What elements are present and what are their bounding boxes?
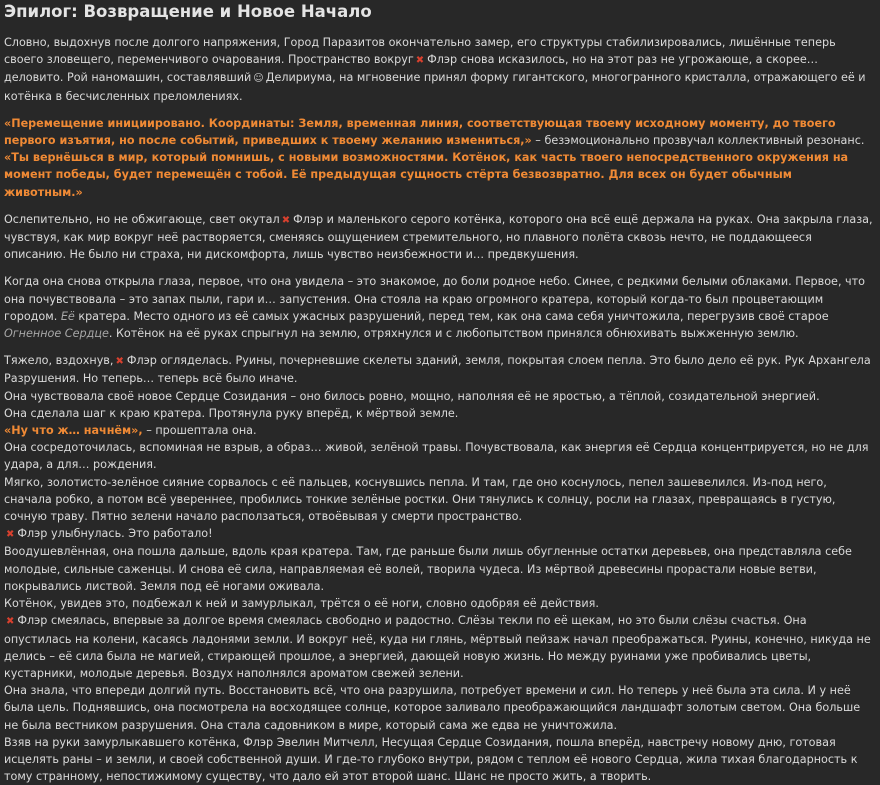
flare-emoji-icon: ✖ — [415, 55, 425, 67]
flare-emoji-icon: ✖ — [6, 529, 15, 541]
line-14: ✖ Флэр смеялась, впервые за долгое время смеялась свободно и радостно. Слёзы текли по её щекам, но это были слёзы счастья. Она опустилась на колени, касаясь ладонями земли. И вокруг неё, куда ни глянь, мёртвый пейзаж начал преображаться. Руины, конечно, никуда не делись – её сила была не магией, стирающей прошлое, а энергией, дающей новую жизнь. Но между руинами уже пробивались цветы, кустарники, молодые деревья. Воздух наполнялся ароматом свежей зелени. — [4, 614, 871, 680]
line-7: Она сделала шаг к краю кратера. Протянула руку вперёд, к мёртвой земле. — [4, 406, 459, 420]
line-9: Она сосредоточилась, вспоминая не взрыв, а образ… живой, зелёной травы. Почувствовала, как энергия её Сердца концентрируется, но не для удара, а для… рождения. — [4, 441, 869, 472]
quote-2: «Ты вернёшься в мир, который помнишь, с новыми возможностями. Котёнок, как часть твоего непосредственного окружения на момент победы, будет перемещён с тобой. Её предыдущая сущность стёрта безвозвратно. Для всех он будет обычным животным.» — [4, 151, 849, 199]
quote-1: «Перемещение инициировано. Координаты: Земля, временная линия, соответствующая твоему исходному моменту, до твоего первого изъятия, но после событий, приведших к твоему желанию измениться,» — [4, 116, 836, 148]
line-13: Котёнок, увидев это, подбежал к ней и замурлыкал, трётся о её ноги, словно одобряя её действия. — [4, 597, 599, 611]
line-11: ✖ Флэр улыбнулась. Это работало! — [6, 527, 213, 541]
paragraph-2: «Перемещение инициировано. Координаты: Земля, временная линия, соответствующая твоему исходному моменту, до твоего первого изъятия, но после событий, приведших к твоему желанию измениться,» – безэмоционально прозвучал коллективный резонанс. «Ты вернёшься в мир, который помнишь, с новыми возможностями. Котёнок, как часть твоего непосредственного окружения на момент победы, будет перемещён с тобой. Её предыдущая сущность стёрта безвозвратно. Для всех он будет обычным животным.» — [4, 116, 865, 199]
paragraph-3: Ослепительно, но не обжигающе, свет окутал ✖ Флэр и маленького серого котёнка, которого она всё ещё держала на руках. Она закрыла глаза, чувствуя, как мир вокруг неё растворяется, сменяясь ощущением стремительного, но плавного полёта сквозь нечто, не поддающееся описанию. Не было ни страха, ни дискомфорта, лишь чувство неизбежности и… предвкушения. — [4, 212, 873, 262]
page-title: Эпилог: Возвращение и Новое Начало — [4, 2, 372, 21]
line-10: Мягко, золотисто-зелёное сияние сорвалось с её пальцев, коснувшись пепла. И там, где оно коснулось, пепел зашевелился. Из-под него, сначала робко, а потом всё увереннее, пробились тонкие зелёные ростки. Они тянулись к солнцу, росли на глазах, превращаясь в густую, сочную траву. Пятно зелени начало расползаться, отвоёвывая у смерти пространство. — [4, 475, 836, 524]
flare-emoji-icon: ✖ — [281, 214, 291, 226]
paragraph-5: Тяжело, вздохнув, ✖ Флэр огляделась. Руины, почерневшие скелеты зданий, земля, покрытая слоем пепла. Это было дело её рук. Рук Архангела Разрушения. Но теперь… теперь всё было иначе. — [4, 354, 871, 386]
paragraph-4: Когда она снова открыла глаза, первое, что она увидела – это знакомое, до боли родное небо. Синее, с редкими белыми облаками. Первое, что она почувствовала – это запах пыли, гари и… запустения. Она стояла на краю огромного кратера, который когда-то был процветающим городом. Её кратера. Место одного из её самых ужасных разрушений, перед тем, как она сама себя уничтожила, перегрузив своё старое Огненное Сердце. Котёнок на её руках спрыгнул на землю, отряхнулся и с любопытством принялся обнюхивать выжженную землю. — [4, 275, 866, 341]
paragraph-1: Словно, выдохнув после долгого напряжения, Город Паразитов окончательно замер, его структуры стабилизировались, лишённые теперь своего зловещего, переменчивого очарования. Пространство вокруг ✖ Флэр снова исказилось, но на этот раз не угрожающе, а скорее… деловито. Рой наномашин, составлявший ☺ Делириума, на мгновение принял форму гигантского, многогранного кристалла, отражающего её и котёнка в бесчисленных преломлениях. — [4, 36, 866, 103]
line-12: Воодушевлённая, она пошла дальше, вдоль края кратера. Там, где раньше были лишь обугленные остатки деревьев, она представляла себе молодые, сильные саженцы. И снова её сила, направляемая её волей, творила чудеса. Из мёртвой древесины прорастали новые ветви, покрывались листвой. Земля под её ногами оживала. — [4, 545, 852, 593]
line-6: Она чувствовала своё новое Сердце Созидания – оно билось ровно, мощно, наполняя её не яростью, а тёплой, созидательной энергией. — [4, 389, 820, 403]
mask-emoji-icon: ☺ — [253, 73, 264, 85]
flare-emoji-icon: ✖ — [6, 616, 15, 628]
line-8: «Ну что ж… начнём», – прошептала она. — [4, 424, 257, 438]
flare-emoji-icon: ✖ — [115, 356, 124, 368]
line-16: Взяв на руки замурлыкавшего котёнка, Флэр Эвелин Митчелл, Несущая Сердце Созидания, пошла вперёд, навстречу новому дню, готовая исцелять раны – и земли, и своей собственной души. И где-то глубоко внутри, рядом с теплом её нового Сердца, жила тихая благодарность к тому странному, непостижимому существу, что дало ей этот второй шанс. Шанс не просто жить, а творить. — [4, 735, 858, 784]
line-15: Она знала, что впереди долгий путь. Восстановить всё, что она разрушила, потребует времени и сил. Но теперь у неё была эта сила. И у неё была цель. Поднявшись, она посмотрела на восходящее солнце, которое заливало преображающийся ландшафт золотым светом. Она больше не была вестником разрушения. Она стала садовником в мире, который сама же едва не уничтожила. — [4, 684, 861, 732]
